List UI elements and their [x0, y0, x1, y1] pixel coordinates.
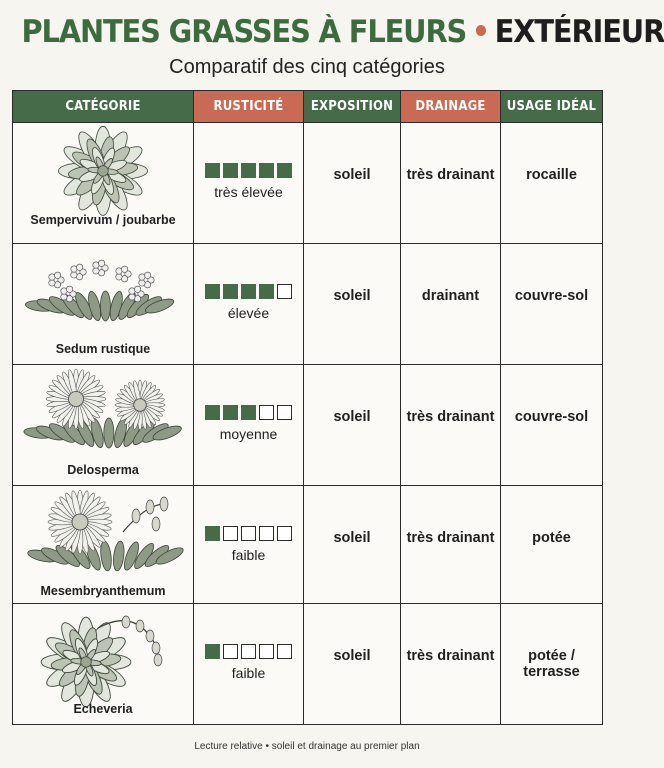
exposure-cell: soleil — [304, 365, 401, 486]
rating-box-empty — [241, 644, 256, 659]
rating-box-empty — [259, 644, 274, 659]
rating-box-filled — [223, 284, 238, 299]
rating-box-filled — [277, 163, 292, 178]
echeveria-rosette-icon — [28, 610, 178, 700]
table-row — [13, 123, 603, 244]
hardiness-rating — [194, 405, 303, 420]
hardiness-label: très élevée — [214, 184, 283, 200]
rating-box-empty — [259, 405, 274, 420]
exposure-cell: soleil — [304, 123, 401, 244]
hardiness-label: élevée — [227, 305, 270, 321]
footnote: Lecture relative • soleil et drainage au premier plan — [194, 741, 420, 752]
hardiness-cell — [194, 604, 304, 725]
rating-box-filled — [259, 284, 274, 299]
drainage-cell: très drainant — [401, 486, 501, 604]
usage-cell: potée — [501, 486, 603, 604]
usage-cell: potée / terrasse — [501, 604, 603, 725]
rating-box-empty — [223, 526, 238, 541]
rating-box-empty — [277, 284, 292, 299]
hardiness-cell — [194, 486, 304, 604]
hardiness-rating — [194, 163, 303, 178]
column-header-usage: USAGE IDÉAL — [501, 91, 603, 123]
mesembryanthemum-flower-icon — [28, 492, 178, 582]
rating-box-filled — [241, 163, 256, 178]
rating-box-filled — [205, 644, 220, 659]
hardiness-rating — [194, 644, 303, 659]
page-subtitle: Comparatif des cinq catégories — [169, 56, 445, 78]
rating-box-empty — [223, 644, 238, 659]
category-label: Delosperma — [67, 463, 139, 477]
delosperma-daisy-icon — [28, 371, 178, 461]
rating-box-filled — [223, 405, 238, 420]
category-cell — [13, 123, 194, 244]
hardiness-cell — [194, 365, 304, 486]
table-row — [13, 486, 603, 604]
table-row — [13, 244, 603, 365]
rating-box-filled — [205, 284, 220, 299]
rating-box-empty — [277, 405, 292, 420]
table-row — [13, 365, 603, 486]
category-cell — [13, 604, 194, 725]
rating-box-filled — [205, 526, 220, 541]
hardiness-label: moyenne — [219, 426, 278, 442]
drainage-cell: très drainant — [401, 604, 501, 725]
rating-box-empty — [259, 526, 274, 541]
sempervivum-rosette-icon — [28, 129, 178, 211]
comparison-table — [12, 90, 603, 725]
table-body — [13, 123, 603, 725]
rating-box-filled — [205, 405, 220, 420]
exposure-cell: soleil — [304, 244, 401, 365]
title-main: PLANTES GRASSES À FLEURS — [21, 14, 467, 50]
rating-box-filled — [241, 405, 256, 420]
category-label: Sempervivum / joubarbe — [30, 213, 176, 227]
hardiness-cell — [194, 244, 304, 365]
category-cell — [13, 486, 194, 604]
category-label: Sedum rustique — [55, 342, 151, 356]
rating-box-empty — [277, 644, 292, 659]
sedum-cluster-icon — [28, 250, 178, 340]
category-cell — [13, 365, 194, 486]
hardiness-label: faible — [231, 665, 266, 681]
hardiness-rating — [194, 526, 303, 541]
page-title — [21, 14, 664, 50]
usage-cell: couvre-sol — [501, 365, 603, 486]
column-header-exposure: EXPOSITION — [304, 91, 401, 123]
category-cell — [13, 244, 194, 365]
rating-box-filled — [241, 284, 256, 299]
exposure-cell: soleil — [304, 486, 401, 604]
title-accent: EXTÉRIEUR — [494, 14, 664, 50]
category-label: Mesembryanthemum — [40, 584, 166, 598]
rating-box-filled — [205, 163, 220, 178]
column-header-hardiness: RUSTICITÉ — [194, 91, 304, 123]
usage-cell: rocaille — [501, 123, 603, 244]
rating-box-filled — [223, 163, 238, 178]
category-label: Echeveria — [73, 702, 133, 716]
title-separator: • — [471, 14, 490, 50]
drainage-cell: très drainant — [401, 365, 501, 486]
rating-box-empty — [277, 526, 292, 541]
hardiness-cell — [194, 123, 304, 244]
drainage-cell: très drainant — [401, 123, 501, 244]
rating-box-filled — [259, 163, 274, 178]
usage-cell: couvre-sol — [501, 244, 603, 365]
table-header-row — [13, 91, 603, 123]
column-header-category: CATÉGORIE — [13, 91, 194, 123]
hardiness-rating — [194, 284, 303, 299]
exposure-cell: soleil — [304, 604, 401, 725]
hardiness-label: faible — [231, 547, 266, 563]
rating-box-empty — [241, 526, 256, 541]
table-row — [13, 604, 603, 725]
column-header-drainage: DRAINAGE — [401, 91, 501, 123]
drainage-cell: drainant — [401, 244, 501, 365]
